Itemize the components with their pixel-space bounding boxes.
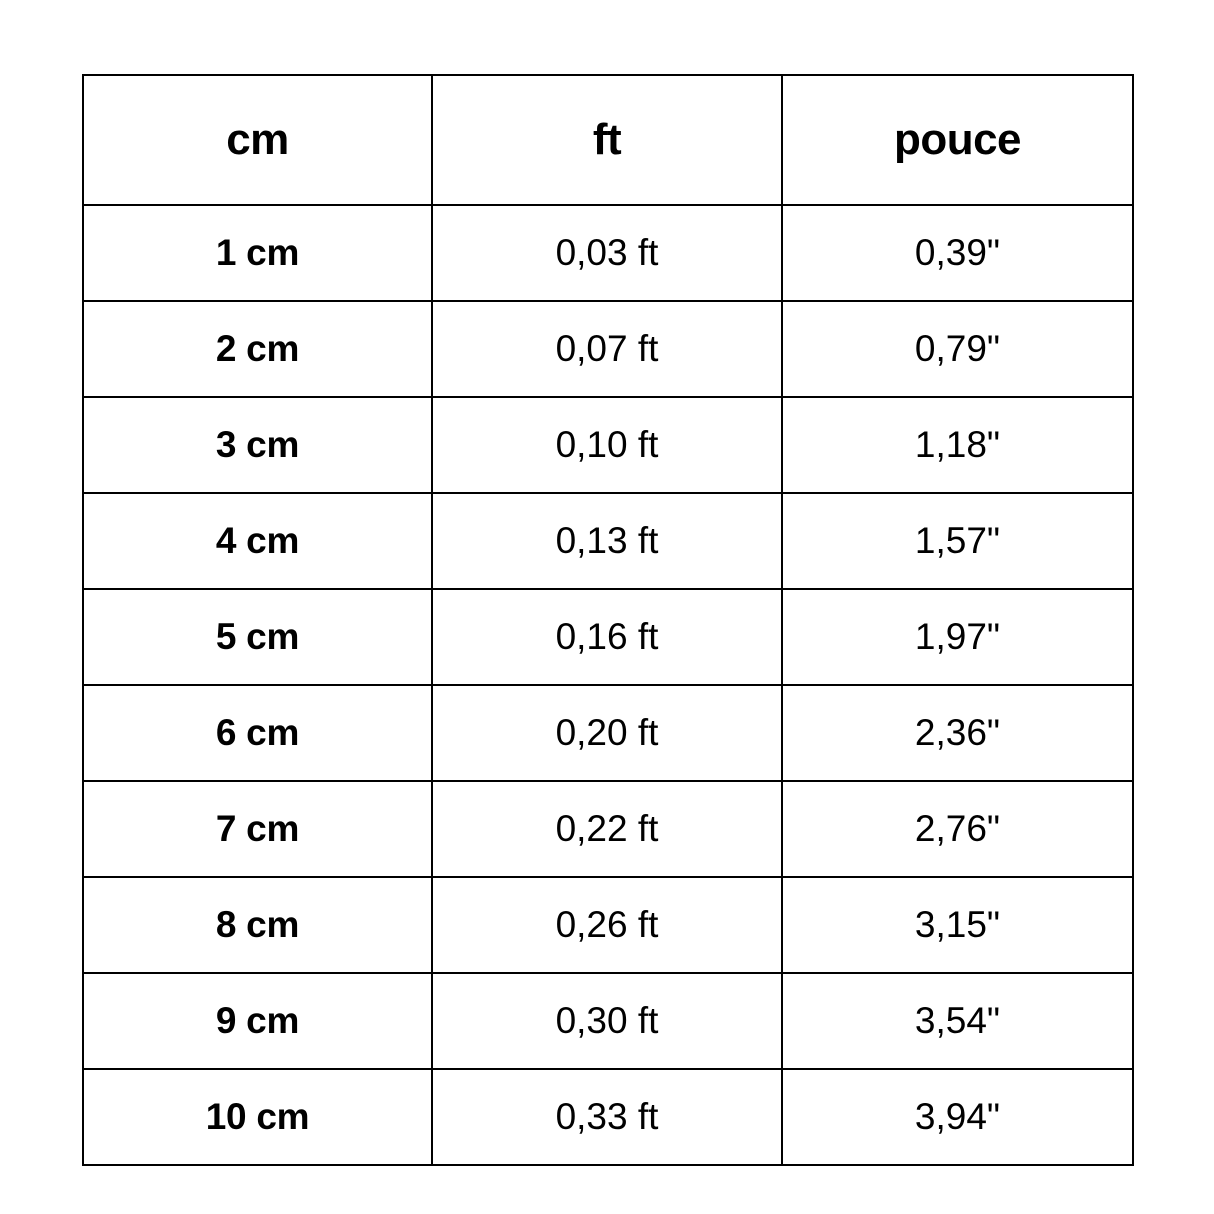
table-header-row: [83, 75, 1133, 205]
cell-ft: 0,16 ft: [432, 589, 782, 685]
cell-ft: 0,22 ft: [432, 781, 782, 877]
cell-pouce: 1,57": [782, 493, 1133, 589]
table-body: [83, 205, 1133, 1165]
cell-pouce: 1,97": [782, 589, 1133, 685]
table-row: [83, 205, 1133, 301]
cell-pouce: 3,54": [782, 973, 1133, 1069]
column-header-ft: ft: [432, 75, 782, 205]
cell-pouce: 3,15": [782, 877, 1133, 973]
cell-cm: 9 cm: [83, 973, 432, 1069]
cell-pouce: 1,18": [782, 397, 1133, 493]
cell-cm: 7 cm: [83, 781, 432, 877]
conversion-table-container: [82, 74, 1132, 1142]
table-row: [83, 301, 1133, 397]
cell-cm: 6 cm: [83, 685, 432, 781]
column-header-cm: cm: [83, 75, 432, 205]
table-row: [83, 1069, 1133, 1165]
cell-ft: 0,33 ft: [432, 1069, 782, 1165]
cell-ft: 0,03 ft: [432, 205, 782, 301]
cell-cm: 1 cm: [83, 205, 432, 301]
cell-pouce: 2,76": [782, 781, 1133, 877]
cell-cm: 2 cm: [83, 301, 432, 397]
table-row: [83, 781, 1133, 877]
cell-cm: 5 cm: [83, 589, 432, 685]
cell-cm: 4 cm: [83, 493, 432, 589]
table-row: [83, 685, 1133, 781]
cell-ft: 0,10 ft: [432, 397, 782, 493]
cell-cm: 10 cm: [83, 1069, 432, 1165]
cell-pouce: 0,79": [782, 301, 1133, 397]
cell-ft: 0,07 ft: [432, 301, 782, 397]
cell-ft: 0,13 ft: [432, 493, 782, 589]
cell-cm: 3 cm: [83, 397, 432, 493]
cell-pouce: 3,94": [782, 1069, 1133, 1165]
column-header-pouce: pouce: [782, 75, 1133, 205]
cell-pouce: 0,39": [782, 205, 1133, 301]
cell-ft: 0,20 ft: [432, 685, 782, 781]
table-row: [83, 397, 1133, 493]
table-row: [83, 877, 1133, 973]
table-row: [83, 493, 1133, 589]
cell-ft: 0,26 ft: [432, 877, 782, 973]
cell-pouce: 2,36": [782, 685, 1133, 781]
cell-ft: 0,30 ft: [432, 973, 782, 1069]
cell-cm: 8 cm: [83, 877, 432, 973]
table-row: [83, 589, 1133, 685]
conversion-table: [82, 74, 1134, 1166]
table-row: [83, 973, 1133, 1069]
table-header: [83, 75, 1133, 205]
